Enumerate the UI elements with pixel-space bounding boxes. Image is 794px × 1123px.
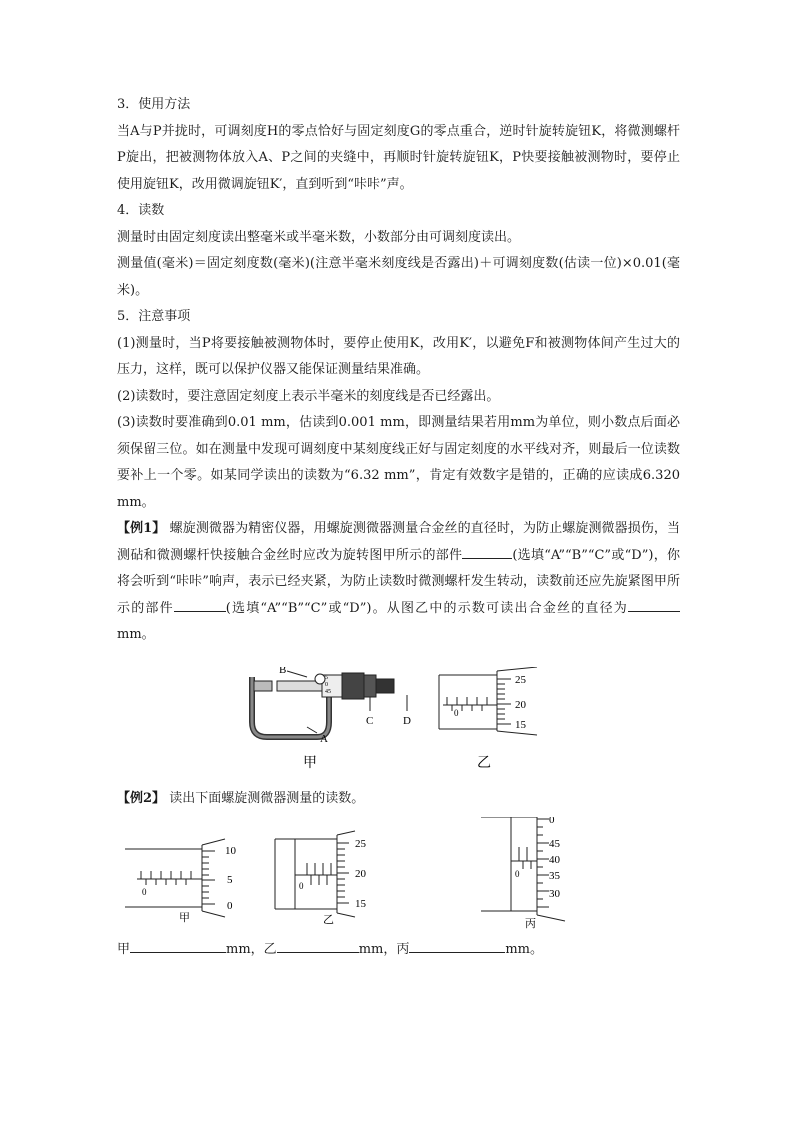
example2-text	[117, 786, 364, 813]
micrometer-illustration	[252, 671, 407, 737]
jia-tick-0: 0	[227, 900, 233, 912]
section5-heading: 5．注意事项	[117, 309, 191, 324]
yi-tick-20: 20	[515, 699, 526, 711]
scale-jia	[125, 839, 225, 917]
section5-item2: (2)读数时，要注意固定刻度上表示半毫米的刻度线是否已经露出。	[117, 388, 500, 404]
yi-zero-label: 0	[454, 708, 459, 718]
example1-part2: (选填“A”“B”“C”或“D”)，你将会听到“咔咔”响声，表示已经夹紧，为防止读数时微测螺杆发生转动，读数前还应先旋紧图甲所示的部件	[117, 547, 680, 616]
label-A: A	[320, 733, 328, 745]
caption-2-bing: 丙	[525, 918, 536, 930]
section3-text: 当A与P并拢时，可调刻度H的零点恰好与固定刻度G的零点重合，逆时针旋转旋钮K，将微测螺杆P旋出，把被测物体放入A、P之间的夹缝中，再顺时针旋转旋钮K，P快要接触被测物时，要停止使用旋钮K，改用微调旋钮K′，直到听到“咔咔”声。	[117, 123, 680, 192]
answer-unit-1: mm	[226, 942, 251, 957]
answer-jia-label: 甲	[117, 942, 131, 957]
sleeve-label-0: 0	[325, 682, 328, 688]
section4-heading: 4．读数	[117, 203, 165, 218]
yi2-zero-label: 0	[299, 881, 304, 891]
answer-yi-blank[interactable]	[277, 938, 359, 953]
sleeve-label-5: 5	[325, 675, 328, 681]
example1-text	[117, 516, 680, 649]
answer-yi-label: ，乙	[250, 942, 277, 957]
scale-bing	[481, 817, 565, 921]
example2-tag: 【例2】	[117, 791, 166, 806]
example1-part3: (选填“A”“B”“C”或“D”)。从图乙中的示数可读出合金丝的直径为	[225, 600, 628, 616]
example1-figure	[117, 667, 680, 777]
example2-prompt: 读出下面螺旋测微器测量的读数。	[169, 791, 365, 806]
yi-tick-25: 25	[515, 674, 526, 686]
answer-bing-blank[interactable]	[409, 938, 505, 953]
yi2-tick-15: 15	[355, 898, 366, 910]
example1-part1: 螺旋测微器为精密仪器，用螺旋测微器测量合金丝的直径时，为防止螺旋测微器损伤，当测砧和微测螺杆快接触合金丝时应改为旋转图甲所示的部件	[117, 521, 680, 563]
section4-line1: 测量时由固定刻度读出整毫米或半毫米数，小数部分由可调刻度读出。	[117, 229, 521, 245]
bing-tick-30: 30	[549, 888, 560, 900]
bing-tick-45: 45	[549, 838, 560, 850]
caption-2-yi: 乙	[323, 914, 334, 926]
label-B: B	[279, 667, 287, 676]
answer-unit-3: mm。	[505, 942, 544, 957]
example1-tag: 【例1】	[117, 521, 166, 536]
jia-zero-label: 0	[142, 887, 147, 897]
bing-tick-40: 40	[549, 854, 560, 866]
scale-yi-2	[275, 831, 355, 917]
yi2-tick-20: 20	[355, 868, 366, 880]
section5-item1: (1)测量时，当P将要接触被测物体时，要停止使用K，改用K′，以避免F和被测物体间产生过大的压力，这样，既可以保护仪器又能保证测量结果准确。	[117, 335, 680, 377]
bing-tick-0: 0	[549, 817, 555, 826]
example1-blank-3[interactable]	[628, 597, 680, 612]
section3-heading: 3．使用方法	[117, 97, 191, 112]
section4-line2: 测量值(毫米)＝固定刻度数(毫米)(注意半毫米刻度线是否露出)＋可调刻度数(估读一位)×0.01(毫米)。	[117, 256, 680, 298]
sleeve-label-45: 45	[325, 689, 331, 695]
label-D: D	[403, 715, 411, 727]
example1-part4: mm。	[117, 627, 155, 642]
caption-jia: 甲	[303, 756, 317, 771]
example1-blank-2[interactable]	[174, 597, 226, 612]
jia-tick-10: 10	[225, 845, 236, 857]
example2-figure	[117, 817, 680, 937]
yi-tick-15: 15	[515, 719, 526, 731]
bing-zero-label: 0	[515, 869, 520, 879]
caption-2-jia: 甲	[179, 912, 190, 924]
answer-jia-blank[interactable]	[130, 938, 226, 953]
answer-bing-label: ，丙	[383, 942, 410, 957]
answer-unit-2: mm	[358, 942, 384, 957]
caption-yi: 乙	[477, 756, 491, 771]
label-C: C	[366, 715, 374, 727]
jia-tick-5: 5	[227, 874, 233, 886]
bing-tick-35: 35	[549, 870, 560, 882]
document-page	[117, 92, 680, 957]
yi2-tick-25: 25	[355, 838, 366, 850]
example1-blank-1[interactable]	[462, 544, 512, 559]
section5-item3: (3)读数时要准确到0.01 mm，估读到0.001 mm，即测量结果若用mm为单位，则小数点后面必须保留三位。如在测量中发现可调刻度中某刻度线正好与固定刻度的水平线对齐，则最后一位读数要补上一个零。如某同学读出的读数为“6.32 mm”，肯定有效数字是错的，正确的应读成6.320 mm。	[117, 415, 680, 510]
example2-answer-line	[117, 937, 543, 963]
